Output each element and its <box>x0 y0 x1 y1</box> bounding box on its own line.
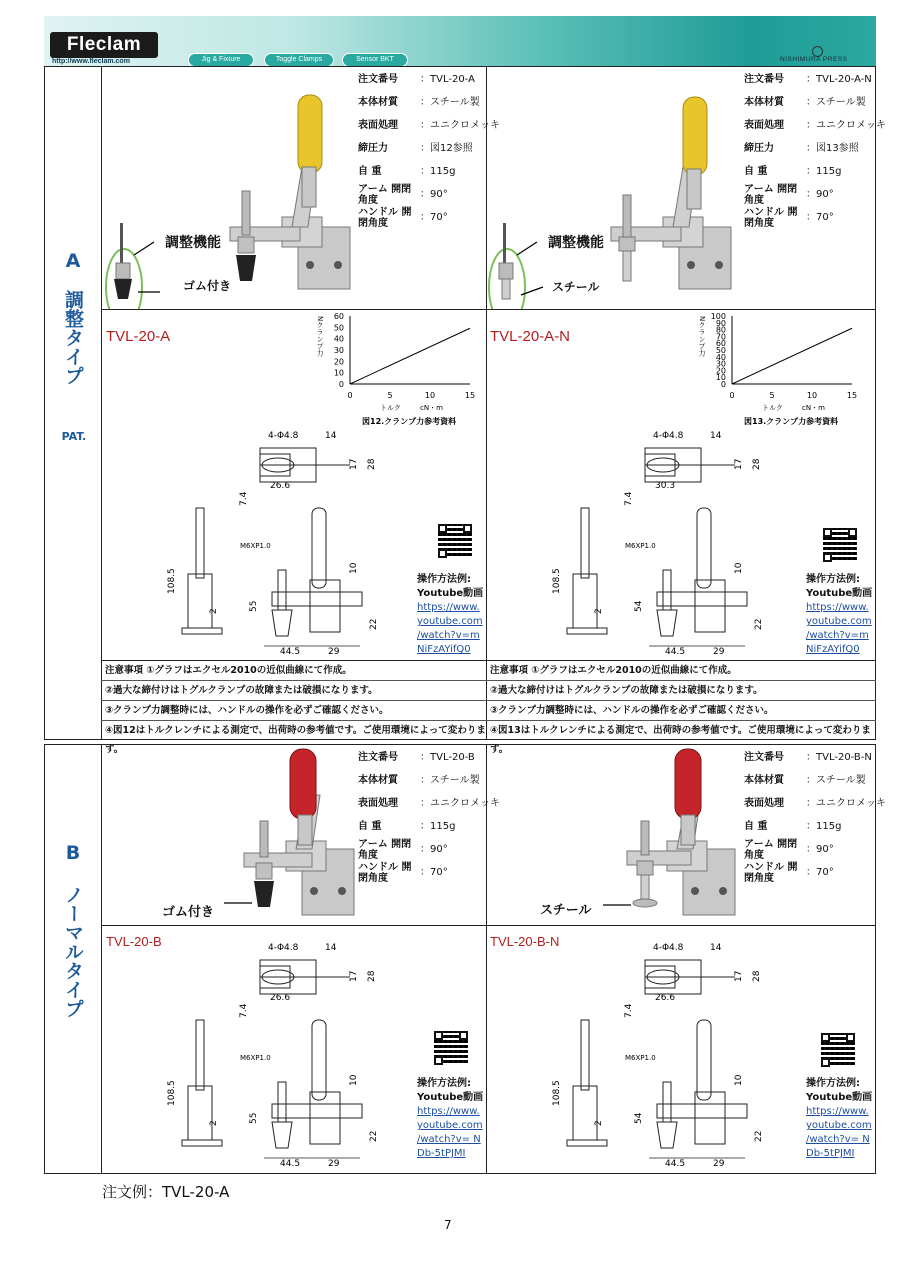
a1-howto-title: 操作方法例: <box>417 574 471 585</box>
b2-dim-29: 29 <box>713 1159 725 1169</box>
a2-howto-title: 操作方法例: <box>806 574 860 585</box>
nav-toggle-clamps[interactable]: Toggle Clamps <box>264 53 334 67</box>
b1-youtube-link-4[interactable]: Db-5tPJMI <box>417 1148 466 1159</box>
a1-qr-code[interactable] <box>438 524 472 558</box>
a2-dim-thread: M6XP1.0 <box>625 542 656 550</box>
a1-side-base <box>182 628 222 634</box>
a2-side-handle <box>581 508 589 578</box>
b2-front-tip <box>657 1122 677 1148</box>
b1-youtube-link-3[interactable]: /watch?v= N <box>417 1134 481 1145</box>
a1-x-tick: 15 <box>464 391 476 400</box>
b2-spec-row <box>744 861 886 884</box>
a1-spec-row <box>358 183 500 206</box>
a2-chart-caption: 図13.クランプ力参考資料 <box>744 417 839 426</box>
b1-side-handle <box>196 1020 204 1090</box>
section-a-letter: A <box>65 250 81 272</box>
b2-dim-thread: M6XP1.0 <box>625 1054 656 1062</box>
a2-spec-value: ：図13参照 <box>806 143 859 154</box>
a2-x-unit: cN・m <box>802 404 825 412</box>
a2-x-tick: 5 <box>769 391 775 400</box>
a2-side-base <box>567 628 607 634</box>
a2-spec-row <box>744 137 886 160</box>
a2-y-tick: 70 <box>715 332 726 342</box>
a2-y-tick: 40 <box>715 352 726 362</box>
a2-spec-value: ：TVL-20-A-N <box>806 74 872 85</box>
a1-dim-28: 28 <box>367 458 377 470</box>
a2-label-tip: スチール <box>552 280 600 294</box>
b2-howto-title: 操作方法例: <box>806 1078 860 1089</box>
a1-y-tick: 40 <box>333 334 344 344</box>
a2-dim-14: 14 <box>710 431 722 441</box>
nav-sensor-bkt[interactable]: Sensor BKT <box>342 53 408 67</box>
b1-spec-key: 本体材質 <box>358 775 398 786</box>
b2-side-handle <box>581 1020 589 1090</box>
a1-y-tick: 10 <box>333 368 344 378</box>
b2-front-handle <box>697 1020 711 1100</box>
a2-y-tick: 20 <box>715 366 726 376</box>
a1-y-tick: 60 <box>333 312 344 321</box>
b1-dim-17: 17 <box>349 970 359 982</box>
a2-clamp-photo <box>487 67 743 309</box>
b2-spec-key: アーム 開閉角度 <box>744 838 798 861</box>
b2-dim-2: 2 <box>594 1120 604 1126</box>
b2-side-body <box>573 1086 597 1140</box>
a1-y-tick: 0 <box>338 380 344 389</box>
a1-spec-value: ：70° <box>420 212 448 223</box>
b1-howto <box>417 1077 483 1161</box>
b1-dimension-drawing <box>160 936 410 1170</box>
a2-dim-55: 54 <box>634 600 644 612</box>
a1-clamp-force-chart <box>310 312 482 430</box>
b2-front-spindle <box>663 1082 671 1122</box>
a2-youtube-link-2[interactable]: youtube.com <box>806 616 872 627</box>
a1-youtube-link-2[interactable]: youtube.com <box>417 616 483 627</box>
a1-youtube-link-4[interactable]: NiFzAYifQ0 <box>417 644 471 655</box>
a1-spec-value: ：スチール製 <box>420 97 480 108</box>
a2-y-tick: 60 <box>715 339 726 349</box>
a1-dim-445: 44.5 <box>280 647 301 657</box>
b1-spec-row <box>358 769 500 792</box>
a2-x-tick: 10 <box>806 391 818 400</box>
b2-youtube-link-3[interactable]: /watch?v= N <box>806 1134 870 1145</box>
a1-spec-key: 本体材質 <box>358 97 398 108</box>
a1-dim-74: 7.4 <box>239 491 249 506</box>
a1-spec-key: 自 重 <box>358 166 382 177</box>
a1-y-tick: 50 <box>333 323 344 333</box>
a2-dim-hole: 4-Φ4.8 <box>653 431 684 441</box>
a1-model-title: TVL-20-A <box>106 328 171 345</box>
b1-spec-table <box>358 746 500 884</box>
a1-spec-key: 締圧力 <box>358 143 388 154</box>
header-banner <box>44 16 876 66</box>
a1-y-tick: 20 <box>333 357 344 367</box>
a1-spec-key: ハンドル 開閉角度 <box>358 206 412 229</box>
a1-note-2: ②過大な締付けはトグルクランプの故障または破損になります。 <box>101 680 487 700</box>
a1-spec-row <box>358 114 500 137</box>
a1-spec-value: ：90° <box>420 189 448 200</box>
a2-y-tick: 0 <box>720 380 726 389</box>
a2-model-title: TVL-20-A-N <box>490 328 571 345</box>
a2-spec-key: 自 重 <box>744 166 768 177</box>
a2-howto-sub: Youtube動画 <box>806 588 873 599</box>
nav-jig-fixture[interactable]: Jig & Fixture <box>188 53 254 67</box>
a1-dim-14: 14 <box>325 431 337 441</box>
brand-url[interactable]: http://www.fleclam.com <box>52 58 130 65</box>
b2-dim-17: 17 <box>734 970 744 982</box>
a2-note-2: ②過大な締付けはトグルクランプの故障または破損になります。 <box>486 680 876 700</box>
b2-dim-28: 28 <box>752 970 762 982</box>
b2-spec-key: 表面処理 <box>744 798 784 809</box>
b2-spec-row <box>744 815 886 838</box>
b1-howto-sub: Youtube動画 <box>417 1092 484 1103</box>
b1-spec-value: ：115g <box>420 821 456 832</box>
b2-qr-code[interactable] <box>821 1033 855 1067</box>
a2-spec-value: ：スチール製 <box>806 97 866 108</box>
a1-dim-55: 55 <box>249 600 259 612</box>
b2-spec-value: ：90° <box>806 844 834 855</box>
a1-dim-1085: 108.5 <box>167 568 177 594</box>
b1-spec-key: 自 重 <box>358 821 382 832</box>
a2-spec-value: ：115g <box>806 166 842 177</box>
b1-dim-29: 29 <box>328 1159 340 1169</box>
b2-youtube-link-1[interactable]: https://www. <box>806 1106 869 1117</box>
b2-dimension-drawing <box>545 936 795 1170</box>
a2-spec-key: 注文番号 <box>744 74 784 85</box>
a2-front-spindle <box>663 570 671 610</box>
a2-dim-17: 17 <box>734 458 744 470</box>
a2-note-1: 注意事項 ①グラフはエクセル2010の近似曲線にて作成。 <box>490 665 737 676</box>
b1-spec-value: ：90° <box>420 844 448 855</box>
b1-youtube-link-2[interactable]: youtube.com <box>417 1120 483 1131</box>
a1-clamp-photo <box>102 67 358 309</box>
a2-spec-row <box>744 91 886 114</box>
a1-spec-value: ：ユニクロメッキ <box>420 120 500 131</box>
a2-spec-row <box>744 183 886 206</box>
a1-howto <box>417 573 483 657</box>
a1-y-label: Nクランプ力 <box>316 316 324 357</box>
b1-dim-28: 28 <box>367 970 377 982</box>
a1-dimension-drawing <box>160 424 410 658</box>
section-b-letter: B <box>65 842 81 864</box>
a1-dim-26: 26.6 <box>270 481 291 491</box>
b1-front-handle <box>312 1020 326 1100</box>
a1-youtube-link-1[interactable]: https://www. <box>417 602 480 613</box>
b1-dim-1085: 108.5 <box>167 1080 177 1106</box>
b1-qr-code[interactable] <box>434 1031 468 1065</box>
a2-spec-value: ：90° <box>806 189 834 200</box>
b1-spec-value: ：スチール製 <box>420 775 480 786</box>
a1-x-tick: 10 <box>424 391 436 400</box>
a1-front-tip <box>272 610 292 636</box>
a2-spec-key: ハンドル 開閉角度 <box>744 206 798 229</box>
b2-spec-value: ：70° <box>806 867 834 878</box>
b1-spec-row <box>358 746 500 769</box>
a2-notes <box>486 661 876 755</box>
order-example: 注文例：TVL-20-A <box>102 1183 230 1201</box>
a2-x-label: トルク <box>762 404 783 412</box>
b1-dim-55: 55 <box>249 1112 259 1124</box>
b1-front-tip <box>272 1122 292 1148</box>
b2-spec-key: 自 重 <box>744 821 768 832</box>
a1-spec-value: ：TVL-20-A <box>420 74 475 85</box>
b2-spec-row <box>744 769 886 792</box>
b2-spec-key: 本体材質 <box>744 775 784 786</box>
a1-front-spindle <box>278 570 286 610</box>
section-b-title: ノーマルタイプ <box>62 884 84 1018</box>
a1-x-tick: 0 <box>347 391 353 400</box>
a2-spec-key: 表面処理 <box>744 120 784 131</box>
b2-spec-key: 注文番号 <box>744 752 784 763</box>
b2-spec-key: ハンドル 開閉角度 <box>744 861 798 884</box>
a2-front-tip <box>657 610 677 636</box>
a1-dim-thread: M6XP1.0 <box>240 542 271 550</box>
b2-dim-1085: 108.5 <box>552 1080 562 1106</box>
brand-logo[interactable]: Fleclam <box>50 32 158 58</box>
b1-side-base <box>182 1140 222 1146</box>
a1-spec-value: ：図12参照 <box>420 143 473 154</box>
a1-spec-row <box>358 91 500 114</box>
a2-qr-code[interactable] <box>823 528 857 562</box>
a1-spec-key: 表面処理 <box>358 120 398 131</box>
a2-dim-22: 22 <box>754 618 764 630</box>
a1-x-tick: 5 <box>387 391 393 400</box>
a2-side-body <box>573 574 597 628</box>
a1-side-handle <box>196 508 204 578</box>
a2-youtube-link-1[interactable]: https://www. <box>806 602 869 613</box>
b2-youtube-link-2[interactable]: youtube.com <box>806 1120 872 1131</box>
a2-youtube-link-4[interactable]: NiFzAYifQ0 <box>806 644 860 655</box>
b1-clamp-photo <box>102 745 358 925</box>
b2-dim-14: 14 <box>710 943 722 953</box>
b2-spec-table <box>744 746 886 884</box>
b1-dim-thread: M6XP1.0 <box>240 1054 271 1062</box>
a1-label-tip: ゴム付き <box>183 279 232 293</box>
a1-dim-29: 29 <box>328 647 340 657</box>
b1-dim-10: 10 <box>349 1074 359 1086</box>
section-a-pat: PAT. <box>61 430 87 443</box>
a1-spec-row <box>358 206 500 229</box>
a2-howto <box>806 573 872 657</box>
b2-dim-445: 44.5 <box>665 1159 686 1169</box>
b2-spec-value: ：115g <box>806 821 842 832</box>
a2-spec-row <box>744 114 886 137</box>
b1-spec-value: ：70° <box>420 867 448 878</box>
b1-spec-row <box>358 792 500 815</box>
a2-y-tick: 90 <box>715 318 726 328</box>
b1-spec-value: ：ユニクロメッキ <box>420 798 500 809</box>
a2-label-adjust: 調整機能 <box>548 235 604 251</box>
b1-howto-title: 操作方法例: <box>417 1078 471 1089</box>
b1-spec-key: ハンドル 開閉角度 <box>358 861 412 884</box>
a1-notes <box>101 661 487 755</box>
a2-y-tick: 50 <box>715 346 726 355</box>
a1-howto-sub: Youtube動画 <box>417 588 484 599</box>
b2-clamp-photo <box>487 745 743 925</box>
a1-y-tick: 30 <box>333 346 344 355</box>
a2-dim-26: 30.3 <box>655 481 676 491</box>
b2-dim-55: 54 <box>634 1112 644 1124</box>
b1-front-spindle <box>278 1082 286 1122</box>
b1-dim-445: 44.5 <box>280 1159 301 1169</box>
a1-dim-17: 17 <box>349 458 359 470</box>
a2-dim-74: 7.4 <box>624 491 634 506</box>
b2-dim-26: 26.6 <box>655 993 676 1003</box>
b2-spec-row <box>744 792 886 815</box>
b1-dim-hole: 4-Φ4.8 <box>268 943 299 953</box>
a2-x-tick: 0 <box>729 391 735 400</box>
b2-spec-row <box>744 838 886 861</box>
b2-spec-value: ：ユニクロメッキ <box>806 798 886 809</box>
b1-spec-row <box>358 815 500 838</box>
a1-dim-22: 22 <box>369 618 379 630</box>
a2-clamp-force-chart <box>692 312 872 430</box>
a1-note-3: ③クランプ力調整時には、ハンドルの操作を必ずご確認ください。 <box>101 700 487 720</box>
a1-dim-hole: 4-Φ4.8 <box>268 431 299 441</box>
b1-dim-22: 22 <box>369 1130 379 1142</box>
company-name: NISHIMURA PRESS <box>780 56 848 63</box>
b1-dim-26: 26.6 <box>270 993 291 1003</box>
a2-y-tick: 80 <box>715 325 726 335</box>
a1-spec-key: 注文番号 <box>358 74 398 85</box>
b2-dim-hole: 4-Φ4.8 <box>653 943 684 953</box>
b2-dim-10: 10 <box>734 1074 744 1086</box>
a2-spec-key: 締圧力 <box>744 143 774 154</box>
b1-dim-14: 14 <box>325 943 337 953</box>
a2-series-line <box>732 328 852 384</box>
b1-model-title: TVL-20-B <box>106 934 162 949</box>
a2-spec-row <box>744 68 886 91</box>
a2-spec-row <box>744 160 886 183</box>
b1-spec-key: 表面処理 <box>358 798 398 809</box>
a2-spec-value: ：ユニクロメッキ <box>806 120 886 131</box>
b2-spec-value: ：スチール製 <box>806 775 866 786</box>
b1-side-body <box>188 1086 212 1140</box>
a2-note-3: ③クランプ力調整時には、ハンドルの操作を必ずご確認ください。 <box>486 700 876 720</box>
b1-spec-value: ：TVL-20-B <box>420 752 475 763</box>
a2-dim-29: 29 <box>713 647 725 657</box>
a2-spec-key: 本体材質 <box>744 97 784 108</box>
a1-label-adjust: 調整機能 <box>165 235 221 251</box>
a2-dim-445: 44.5 <box>665 647 686 657</box>
a1-chart-caption: 図12.クランプ力参考資料 <box>362 417 457 426</box>
a2-spec-value: ：70° <box>806 212 834 223</box>
a1-front-handle <box>312 508 326 588</box>
a1-dim-2: 2 <box>209 608 219 614</box>
a2-note-4: ④図13はトルクレンチによる測定で、出荷時の参考値です。ご使用環境によって変わります。 <box>486 720 876 740</box>
a2-y-tick: 100 <box>710 312 726 321</box>
a2-x-tick: 15 <box>846 391 858 400</box>
b1-spec-row <box>358 838 500 861</box>
b2-howto-sub: Youtube動画 <box>806 1092 873 1103</box>
b1-youtube-link-1[interactable]: https://www. <box>417 1106 480 1117</box>
b1-spec-key: アーム 開閉角度 <box>358 838 412 861</box>
a1-dim-10: 10 <box>349 562 359 574</box>
a1-note-1: 注意事項 ①グラフはエクセル2010の近似曲線にて作成。 <box>105 665 352 676</box>
a2-dim-1085: 108.5 <box>552 568 562 594</box>
b2-spec-value: ：TVL-20-B-N <box>806 752 872 763</box>
a2-y-label: Nクランプ力 <box>698 316 706 357</box>
a2-dim-2: 2 <box>594 608 604 614</box>
b2-spec-row <box>744 746 886 769</box>
a2-y-tick: 10 <box>715 373 726 383</box>
b1-spec-key: 注文番号 <box>358 752 398 763</box>
a2-dim-28: 28 <box>752 458 762 470</box>
a1-series-line <box>350 328 470 384</box>
b1-dim-74: 7.4 <box>239 1003 249 1018</box>
b2-howto <box>806 1077 872 1161</box>
a2-front-handle <box>697 508 711 588</box>
a1-spec-row <box>358 137 500 160</box>
a1-spec-key: アーム 開閉角度 <box>358 183 412 206</box>
a1-youtube-link-3[interactable]: /watch?v=m <box>417 630 480 641</box>
a1-spec-table <box>358 68 500 229</box>
b2-dim-22: 22 <box>754 1130 764 1142</box>
b2-youtube-link-4[interactable]: Db-5tPJMI <box>806 1148 855 1159</box>
b2-model-title: TVL-20-B-N <box>490 934 560 949</box>
b1-label-tip: ゴム付き <box>162 905 215 920</box>
a1-spec-row <box>358 68 500 91</box>
a2-dim-10: 10 <box>734 562 744 574</box>
a1-x-unit: cN・m <box>420 404 443 412</box>
a1-side-body <box>188 574 212 628</box>
a1-spec-row <box>358 160 500 183</box>
a2-dimension-drawing <box>545 424 795 658</box>
section-a-title: 調整タイプ <box>62 289 84 385</box>
b2-side-base <box>567 1140 607 1146</box>
b2-label-tip: スチール <box>540 903 592 918</box>
a2-spec-table <box>744 68 886 229</box>
a2-spec-row <box>744 206 886 229</box>
b1-dim-2: 2 <box>209 1120 219 1126</box>
a1-x-label: トルク <box>380 404 401 412</box>
a2-youtube-link-3[interactable]: /watch?v=m <box>806 630 869 641</box>
a1-note-4: ④図12はトルクレンチによる測定で、出荷時の参考値です。ご使用環境によって変わります。 <box>101 720 487 740</box>
page-number: 7 <box>444 1218 452 1232</box>
a1-spec-value: ：115g <box>420 166 456 177</box>
a2-spec-key: アーム 開閉角度 <box>744 183 798 206</box>
b1-spec-row <box>358 861 500 884</box>
b2-dim-74: 7.4 <box>624 1003 634 1018</box>
a2-y-tick: 30 <box>715 359 726 369</box>
